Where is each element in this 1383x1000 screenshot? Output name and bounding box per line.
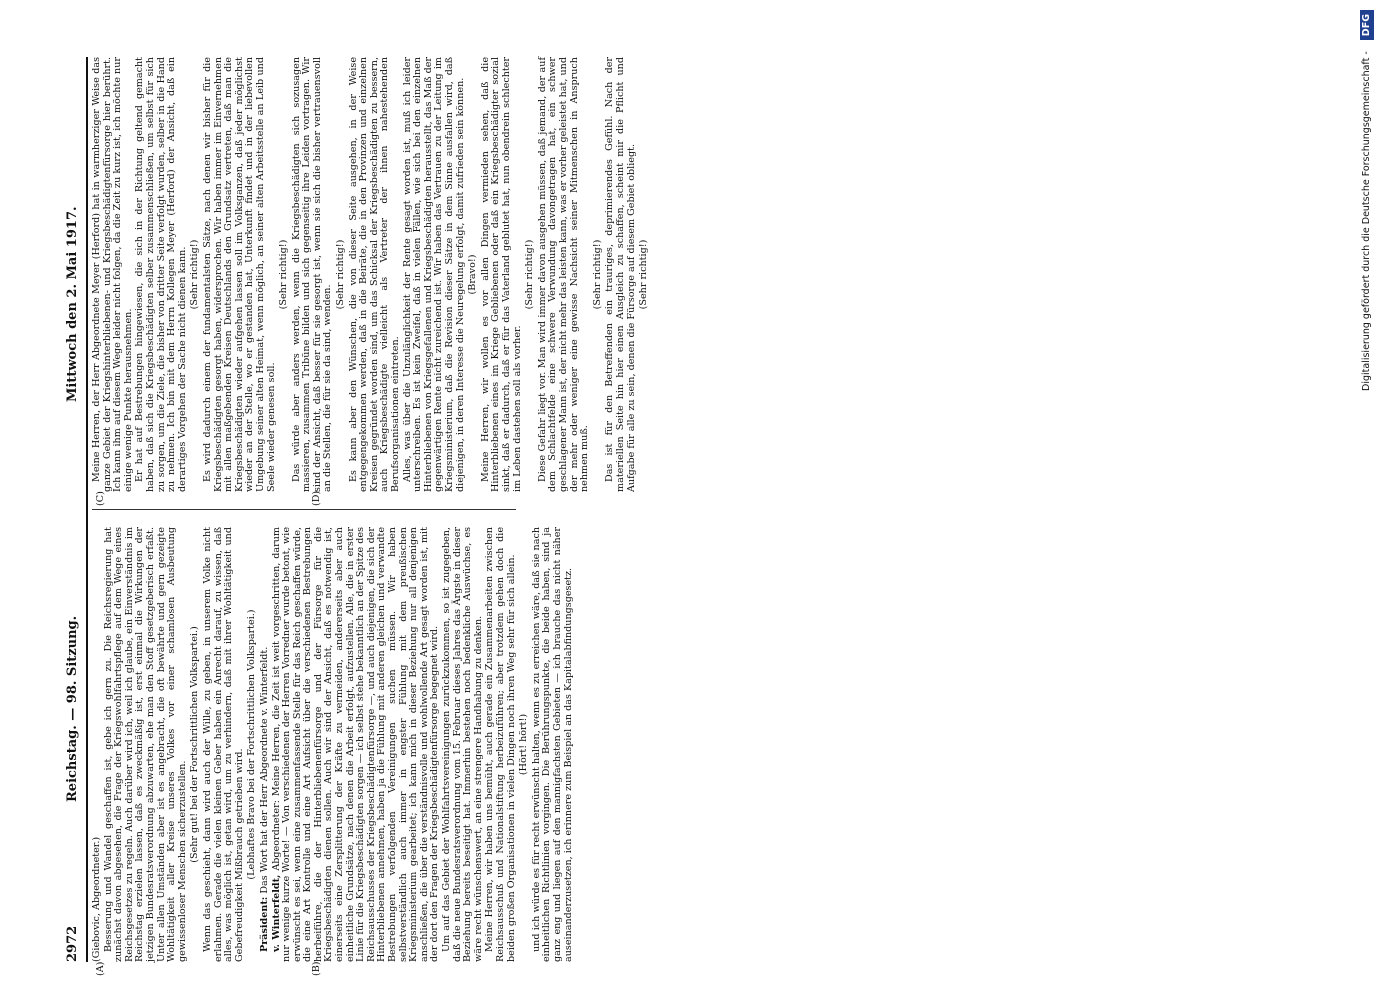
paragraph-text: (Lebhaftes Bravo bei der Fortschrittlichen Volkspartei.) <box>246 609 258 880</box>
page-number: 2972 <box>65 925 80 962</box>
paragraph <box>519 527 530 962</box>
digitization-credit <box>1356 10 1378 990</box>
paragraph-text: Diese Gefahr liegt vor. Man wird immer davon ausgehen müssen, daß jemand, der auf dem Schlachtfelde eine schwere Verwundung davongetragen hat, ein schwer geschlagener Mann ist, der nicht mehr das leisten kann, was er vorher geleistet hat, und der mehr oder weniger eine gewisse Nachsicht seiner Mitmenschen in Anspruch nehmen muß. <box>536 57 591 492</box>
paragraph-text: Es wird dadurch einem der fundamentalsten Sätze, nach denen wir bisher für die Kriegsbeschädigten gesorgt haben, widersprochen. Wir haben immer im Einvernehmen mit allen maßgebenden Kreisen Deutschlands den Grundsatz vertreten, daß man die Kriegsbeschädigten wieder aufgehen lassen soll im Volksganzen, daß jeder möglichst wieder an der Stelle, wo er gestanden hat, Unterkunft findet und in der liebevollen Umgebung seiner alten Heimat, wenn möglich, an seiner alten Arbeitsstelle an Leib und Seele wieder genesen soll. <box>201 57 277 492</box>
paragraph <box>525 57 536 492</box>
paragraph <box>336 57 347 492</box>
rotated-page-content <box>60 57 650 976</box>
paragraph-text: Meine Herren, wir haben uns bemüht, auch gerade ein Zusammenarbeiten zwischen Reichsausschuß und Nationalstiftung herbeizuführen; aber trotzdem gehen doch die beiden großen Organisationen in vielen Dingen noch ihren Weg sehr für sich allein. <box>484 527 517 962</box>
text-column-left <box>91 527 574 962</box>
paragraph-text: (Sehr richtig!) <box>591 239 603 310</box>
paragraph-text: (Sehr richtig!) <box>189 239 201 310</box>
header-session-title: Reichstag. — 98. Sitzung. <box>65 615 80 802</box>
paragraph <box>272 527 442 962</box>
paragraph-text: (Hört! hört!) <box>518 713 530 776</box>
speaker-name: Präsident: <box>258 896 270 952</box>
paragraph-text: (Sehr richtig!) <box>335 239 347 310</box>
paragraph <box>247 527 258 962</box>
paragraph <box>442 527 484 962</box>
paragraph <box>104 527 189 962</box>
paragraph <box>190 527 201 962</box>
paragraph <box>135 57 188 492</box>
margin-marker-d: (D) <box>311 490 322 506</box>
dfg-logo: DFG <box>1360 10 1374 40</box>
paragraph-text: Meine Herren, wir wollen es vor allen Dingen vermieden sehen, daß die Hinterbliebenen eines im Kriege Gebliebenen oder daß ein Kriegsbeschädigter sozial sinkt, daß er dadurch, daß er für das Vaterland geblutet hat, nun obendrein schlechter im Leben dastehen soll als vorher. <box>479 57 523 492</box>
paragraph-text: (Giebovic, Abgeordneter.) <box>91 836 102 962</box>
paragraph-text: Meine Herren, der Herr Abgeordnete Meyer (Herford) hat in warmherziger Weise das ganze Gebiet der Kriegshinterbliebenen- und Kriegsbeschädigtenfürsorge hier berührt. Ich kann ihm auf diesem Wege leider nicht folgen, da die Zeit zu kurz ist, ich möchte nur einige wenige Punkte herausnehmen. <box>91 57 134 492</box>
margin-marker-a: (A) <box>95 961 106 976</box>
paragraph-text: Das Wort hat der Herr Abgeordnete v. Winterfeldt. <box>258 646 270 897</box>
paragraph <box>92 57 134 492</box>
paragraph <box>203 527 245 962</box>
paragraph <box>639 57 650 492</box>
column-divider <box>92 509 516 510</box>
speaker-name: v. Winterfeldt, <box>270 874 282 952</box>
paragraph-text: Er hat auf Bestrebungen hingewiesen, die sich in der Richtung geltend gemacht haben, daß sich die Kriegsbeschädigten selber zusammenschließen, um selbst für sich zu sorgen, um die Ziele, die bisher von dritter Seite verfolgt wurden, selber in die Hand zu nehmen. Ich bin mit dem Herrn Kollegen Meyer (Herford) der Ansicht, daß ein derartiges Vorgehen der Sache nicht dienen kann. <box>134 57 188 492</box>
paragraph <box>92 527 103 962</box>
paragraph-text: (Sehr richtig!) <box>524 239 536 310</box>
paragraph-text: Wenn das geschieht, dann wird auch der Wille, zu geben, in unserem Volke nicht erlahmen. Gerade die vielen kleinen Geber haben ein Anrecht darauf, zu wissen, daß alles, was möglich ist, getan wird, um zu verhindern, daß mit ihrer Wohltätigkeit und Gebefreudigkeit Mißbrauch getrieben wird. <box>201 527 245 962</box>
paragraph <box>260 527 271 962</box>
margin-marker-c: (C) <box>95 491 106 506</box>
paragraph-text: Das würde aber anders werden, wenn die Kriegsbeschädigten sich sozusagen massieren, zusammen Tribüne bilden und sich gegenseitig ihre Leiden vortragen. Wir sind der Ansicht, daß besser für sie gesorgt ist, wenn sie sich die bisher vertrauensvoll an die Stellen, die für sie da sind, wenden. <box>290 57 334 492</box>
paragraph <box>481 57 523 492</box>
paragraph-text: Alles, was über die Unzulänglichkeit der Rente gesagt worden ist, muß ich leider unterschreiben. Es ist kein Zweifel, daß in vielen Fällen, wie sich bei den einzelnen Hinterbliebenen von Kriegsgefallenen und Kriegsbeschädigten herausstellt, das Maß der gegenwärtigen Rente nicht zureichend ist. Wir haben das Vertrauen zu der Leitung im Kriegsministerium, daß die Revision dieser Sätze in dem Sinne ausfallen wird, daß diejenigen, in deren Interesse die Neuregelung erfolgt, damit zufrieden sein können. <box>401 57 466 492</box>
page-header <box>60 57 88 962</box>
paragraph <box>403 57 467 492</box>
paragraph-text: Es kann aber den Wünschen, die von dieser Seite ausgehen, in der Weise entgegengekommen werden, daß in die Beiräte, die in den Provinzen und einzelnen Kreisen gegründet worden sind, um das Schicksal der Kriegsbeschädigten zu bessern, auch Kriegsbeschädigte vielleicht als Vertreter der ihnen nahestehenden Berufsorganisationen eintreten. <box>347 57 402 492</box>
paragraph-text: und ich würde es für recht erwünscht halten, wenn es zu erreichen wäre, daß sie nach einheitlichen Richtlinien vorgingen. Die Berührungspunkte, die beide haben, sind ja ganz eng und liegen auf den mannigfachsten Gebieten — ich brauche das nicht näher auseinanderzusetzen, ich erinnere zum Beispiel an das Kapitalabfindungsgesetz. <box>530 527 574 962</box>
text-column-right <box>91 57 650 492</box>
paragraph <box>593 57 604 492</box>
paragraph <box>538 57 591 492</box>
paragraph-text: Um auf das Gebiet der Wohlfahrtsvereinigungen zurückzukommen, so ist zugegeben, daß die neue Bundesratsverordnung vom 15. Februar dieses Jahres das Ärgste in dieser Beziehung bereits beseitigt hat. Immerhin bestehen noch bedenkliche Auswüchse, es wäre recht wünschenswert, an eine strengere Handhabung zu denken. <box>441 527 484 962</box>
paragraph-text: (Bravo!) <box>467 254 479 295</box>
paragraph <box>605 57 637 492</box>
paragraph-text: Das ist für den Betreffenden ein trauriges, deprimierendes Gefühl. Nach der materiellen Seite hin hier einen Ausgleich zu schaffen, scheint mir die Pflicht und Aufgabe für alle zu sein, denen die Fürsorge auf diesem Gebiet obliegt. <box>604 57 637 492</box>
paragraph <box>349 57 402 492</box>
paragraph-text: (Sehr richtig!) <box>638 239 650 310</box>
paragraph-text: Besserung und Wandel geschaffen ist, gebe ich gern zu. Die Reichsregierung hat zunächst davon abgesehen, die Frage der Kriegswohlfahrtspflege auf dem Wege eines Reichsgesetzes zu regeln. Auch darüber wird ich, weil ich glaube, ein Einverständnis im Reichstag erzielen lassen, daß es zweckmäßig ist, erst einmal die Wirkungen der jetzigen Bundesratsverordnung abzuwarten, ehe man den Stoff gesetzgeberisch erfaßt. Unter allen Umständen aber ist es angebracht, die oft bewährte und gern gezeigte Wohltätigkeit aller Kreise unseres Volkes vor einer schamlosen Ausbeutung gewissenloser Menschen sicherzustellen. <box>102 527 188 962</box>
paragraph <box>190 57 201 492</box>
credit-text: Digitalisierung gefördert durch die Deutsche Forschungsgemeinschaft - <box>1361 51 1372 391</box>
paragraph <box>279 57 290 492</box>
paragraph <box>468 57 479 492</box>
paragraph <box>485 527 517 962</box>
paragraph-text: Abgeordneter: Meine Herren, die Zeit ist weit vorgeschritten, darum nur wenige kurze Worte! — Von verschiedenen der Herren Vorredner wurde betont, wie erwünscht es sei, wenn eine zusammenfassende Stelle für das Reich geschaffen würde, die eine Art Kontrolle und eine Art Aufsicht über die verschiedenen Bestrebungen herbeiführe, die der Hinterbliebenenfürsorge und der Fürsorge für die Kriegsbeschädigten dienen sollen. Auch wir sind der Ansicht, daß es notwendig ist, einerseits eine Zersplitterung der Kräfte zu vermeiden, andererseits aber auch einheitliche Grundsätze, nach denen die Arbeit erfolgt, aufzustellen. Alle, die in erster Linie für die Kriegsbeschädigten sorgen — ich selbst stehe bekanntlich an der Spitze des Reichsausschusses der Kriegsbeschädigtenfürsorge —, und auch diejenigen, die sich der Hinterbliebenen annehmen, haben ja die Fühlung mit anderen gleichen und verwandte Bestrebungen verfolgenden Vereinigungen suchen müssen. Wir haben selbstverständlich auch immer in engster Fühlung mit dem preußischen Kriegsministerium gearbeitet; ich kann mich in dieser Beziehung nur all denjenigen anschließen, die über die verständnisvolle und wohlwollende Art gesagt worden ist, mit der dort den Fragen der Kriegsbeschädigtenfürsorge begegnet wird. <box>270 527 441 962</box>
paragraph-text: (Sehr gut! bei der Fortschrittlichen Volkspartei.) <box>189 626 201 863</box>
header-date: Mittwoch den 2. Mai 1917. <box>65 206 80 402</box>
paragraph <box>532 527 574 962</box>
paragraph-text: (Sehr richtig!) <box>278 239 290 310</box>
paragraph <box>292 57 334 492</box>
paragraph <box>203 57 277 492</box>
margin-marker-b: (B) <box>311 961 322 976</box>
